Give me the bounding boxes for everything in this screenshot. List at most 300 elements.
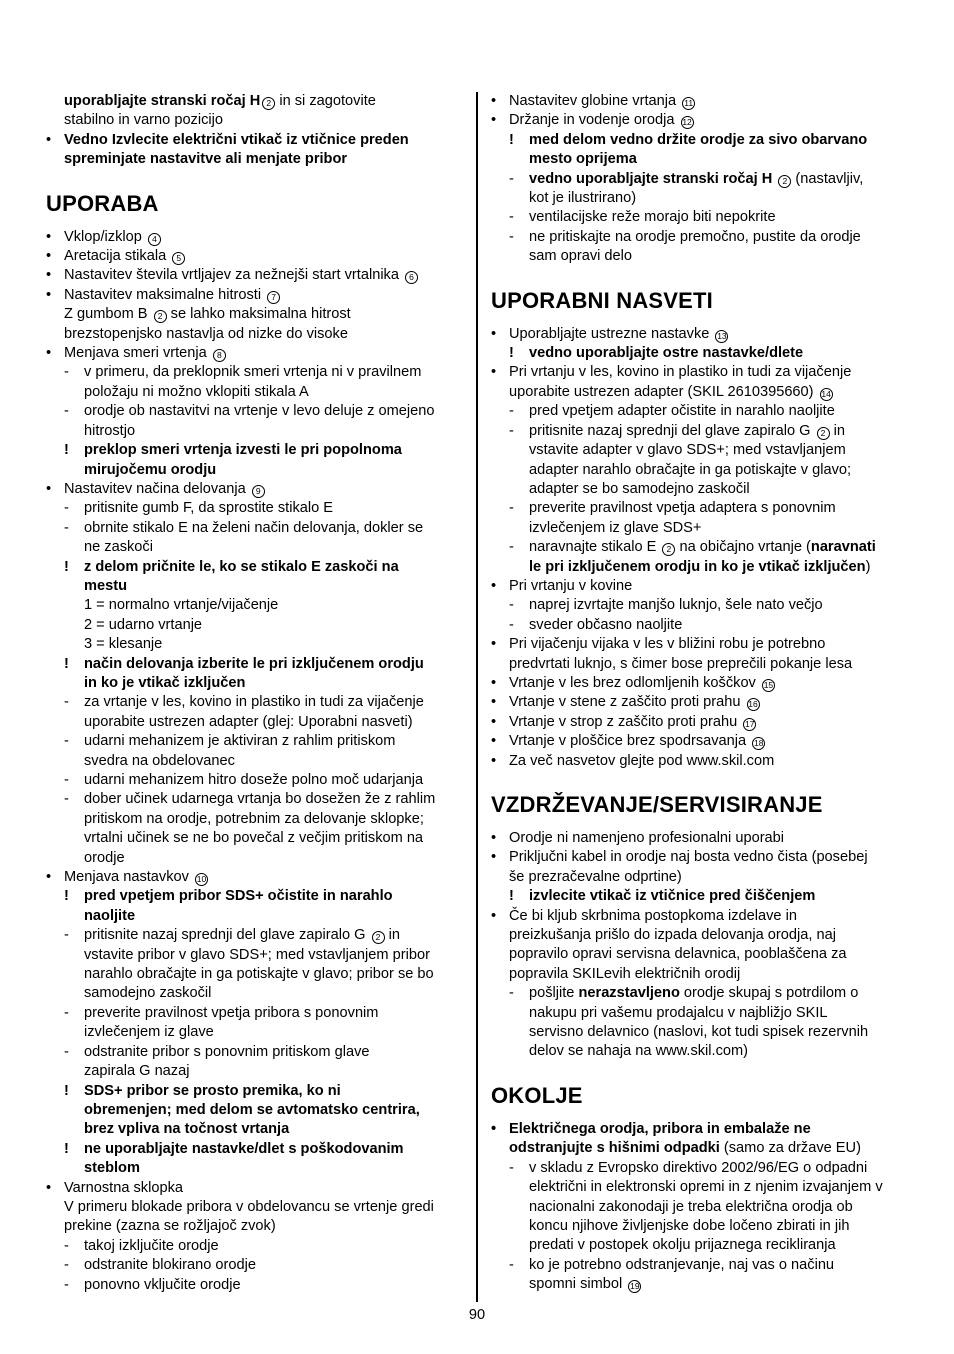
list-item: [46, 1276, 466, 1295]
text-run: v primeru, da preklopnik smeri vrtenja ni v pravilnem: [84, 364, 422, 381]
list-item: [491, 713, 911, 732]
list-item-continuation: [46, 674, 466, 693]
figure-reference-number: 8: [213, 349, 226, 362]
text-run: Priključni kabel in orodje naj bosta vedno čista (posebej: [509, 849, 868, 866]
list-item-continuation: [46, 984, 466, 1003]
text-run: odstranite blokirano orodje: [84, 1257, 256, 1274]
list-item-continuation: [46, 1120, 466, 1139]
text-run: ): [865, 558, 871, 575]
bullet-marker: •: [491, 364, 497, 381]
list-item-continuation: [491, 150, 911, 169]
list-item-continuation: [46, 1198, 466, 1217]
text-run: ne uporabljajte nastavke/dlet s poškodovanim: [84, 1140, 404, 1157]
list-item: [46, 363, 466, 382]
list-item-continuation: [46, 616, 466, 635]
dash-marker: -: [64, 500, 69, 517]
list-item: [491, 829, 911, 848]
bullet-marker: •: [491, 907, 497, 924]
text-run: (nastavljiv,: [791, 170, 864, 187]
bullet-marker: •: [491, 325, 497, 342]
text-run: Vrtanje v strop z zaščito proti prahu: [509, 713, 742, 730]
list-item: [46, 344, 466, 363]
list-item: [491, 984, 911, 1003]
list-item: [491, 325, 911, 344]
bullet-marker: •: [46, 248, 52, 265]
text-run: [772, 171, 776, 187]
list-item: [46, 519, 466, 538]
list-item-continuation: [491, 189, 911, 208]
dash-marker: -: [509, 209, 514, 226]
dash-marker: -: [64, 1237, 69, 1254]
list-item-continuation: [46, 325, 466, 344]
dash-marker: -: [64, 403, 69, 420]
list-item: [46, 868, 466, 887]
text-run: naoljite: [84, 907, 136, 924]
list-item-continuation: [46, 422, 466, 441]
text-run: uporabite ustrezen adapter (SKIL 2610395660): [509, 383, 818, 400]
list-item: [491, 1120, 911, 1139]
list-item-continuation: [46, 383, 466, 402]
text-run: spreminjate nastavitve ali menjate pribor: [64, 151, 348, 168]
list-item: [491, 887, 911, 906]
text-run: servisno delavnico (naslovi, kot tudi spisek rezervnih: [529, 1024, 869, 1041]
list-item-continuation: [46, 1159, 466, 1178]
text-run: preklop smeri vrtenja izvesti le pri popolnoma: [84, 442, 402, 459]
bullet-marker: •: [491, 713, 497, 730]
text-run: ventilacijske reže morajo biti nepokrite: [529, 209, 776, 226]
list-item-continuation: [491, 1178, 911, 1197]
list-item-continuation: [46, 907, 466, 926]
figure-reference-number: 4: [148, 233, 161, 246]
dash-marker: -: [509, 422, 514, 439]
figure-reference-number: 12: [682, 117, 692, 128]
dash-marker: -: [509, 1159, 514, 1176]
list-item-continuation: [46, 946, 466, 965]
text-run: pošljite: [529, 985, 579, 1002]
text-run: Nastavitev števila vrtljajev za nežnejši start vrtalnika: [64, 267, 404, 284]
figure-reference-number: 9: [252, 485, 265, 498]
bullet-marker: •: [46, 1179, 52, 1196]
text-run: samodejno zaskočil: [84, 985, 212, 1002]
list-item: [491, 848, 911, 867]
list-item: [46, 286, 466, 305]
text-run: takoj izključite orodje: [84, 1237, 219, 1254]
text-run: stabilno in varno pozicijo: [64, 112, 223, 129]
text-run: Za več nasvetov glejte pod www.skil.com: [509, 752, 775, 769]
figure-reference-number: 15: [763, 679, 774, 690]
bullet-marker: •: [491, 674, 497, 691]
text-run: 1 = normalno vrtanje/vijačenje: [84, 597, 279, 614]
bullet-marker: •: [491, 636, 497, 653]
text-run: vedno uporabljajte ostre nastavke/dlete: [529, 345, 804, 362]
text-run: Električnega orodja, pribora in embalaže ne: [509, 1120, 811, 1137]
text-run: preverite pravilnost vpetja pribora s ponovnim: [84, 1004, 379, 1021]
figure-reference-number: 2: [778, 175, 791, 188]
list-item: [491, 616, 911, 635]
dash-marker: -: [509, 403, 514, 420]
list-item: [491, 228, 911, 247]
text-run: Varnostna sklopka: [64, 1179, 183, 1196]
text-run: koncu njihove življenjske dobe ločeno zbirati in jih: [529, 1217, 850, 1234]
bullet-marker: •: [491, 694, 497, 711]
list-item-continuation: [491, 247, 911, 266]
text-run: z delom pričnite le, ko se stikalo E zaskoči na: [84, 558, 399, 575]
text-run: se lahko maksimalna hitrost: [166, 306, 351, 323]
text-run: pritiskom na orodje, potrebnim za delovanje sklopke;: [84, 810, 424, 827]
list-item: [46, 402, 466, 421]
dash-marker: -: [509, 170, 514, 187]
text-run: udarni mehanizem hitro doseže polno moč udarjanja: [84, 772, 424, 788]
text-run: sveder občasno naoljite: [529, 616, 683, 633]
list-item-continuation: [46, 810, 466, 829]
text-run: odstranite pribor s ponovnim pritiskom glave: [84, 1043, 370, 1060]
list-item-continuation: [46, 1217, 466, 1236]
list-item-continuation: [491, 1139, 911, 1158]
warning-marker: !: [509, 888, 514, 905]
text-run: Orodje ni namenjeno profesionalni uporabi: [509, 830, 785, 846]
text-run: pritisnite gumb F, da sprostite stikalo E: [84, 500, 334, 517]
list-item: [46, 1256, 466, 1275]
dash-marker: -: [509, 1256, 514, 1273]
text-run: preizkušanja prišlo do izpada delovanja orodja, naj: [509, 927, 836, 944]
left-column: [46, 92, 466, 1295]
text-run: popravilo opravi servisna delavnica, pooblaščena za: [509, 946, 847, 963]
text-run: Vrtanje v stene z zaščito proti prahu: [509, 694, 745, 711]
text-run: Menjava smeri vrtenja: [64, 345, 211, 362]
text-run: orodje skupaj s potrdilom o: [679, 985, 859, 1002]
text-run: pritisnite nazaj sprednji del glave zapiralo G: [529, 422, 815, 439]
text-run: na običajno vrtanje (: [675, 539, 811, 556]
bullet-marker: •: [491, 112, 497, 129]
list-item-continuation: [491, 1004, 911, 1023]
text-run: za vrtanje v les, kovino in plastiko in tudi za vijačenje: [84, 694, 424, 711]
figure-reference-number: 2: [817, 427, 830, 440]
list-item-continuation: [46, 965, 466, 984]
list-item: [46, 732, 466, 751]
list-item-continuation: [491, 480, 911, 499]
list-item: [46, 655, 466, 674]
column-divider: [476, 92, 478, 1302]
text-run: Nastavitev maksimalne hitrosti: [64, 286, 266, 303]
dash-marker: -: [64, 772, 69, 788]
text-run: odstranjujte s hišnimi odpadki: [509, 1140, 720, 1157]
text-run: adapter narahlo obračajte in ga potiskajte v glavo;: [529, 461, 852, 478]
list-item-continuation: [46, 752, 466, 771]
text-run: Vrtanje v les brez odlomljenih koščkov: [509, 674, 760, 691]
list-item-continuation: [46, 461, 466, 480]
figure-reference-number: 16: [748, 699, 758, 710]
text-run: ne pritiskajte na orodje premočno, pustite da orodje: [529, 228, 861, 245]
figure-reference-number: 2: [372, 931, 385, 944]
list-item-continuation: [46, 150, 466, 169]
text-run: SDS+ pribor se prosto premika, ko ni: [84, 1082, 341, 1099]
text-run: svedra na obdelovanec: [84, 752, 235, 769]
text-run: predvrtati luknjo, s čimer bose preprečili pokanje lesa: [509, 655, 853, 672]
text-run: vrtalni učinek se ne bo povečal z večjim pritiskom na: [84, 830, 424, 847]
list-item: [46, 1004, 466, 1023]
text-run: Uporabljajte ustrezne nastavke: [509, 325, 714, 342]
list-item: [491, 538, 911, 557]
list-item-continuation: [46, 635, 466, 654]
text-run: le pri izključenem orodju in ko je vtikač izključen: [529, 558, 866, 575]
list-item: [491, 693, 911, 712]
bullet-marker: •: [491, 733, 497, 750]
text-run: med delom vedno držite orodje za sivo obarvano: [529, 131, 868, 148]
list-item-continuation: [46, 305, 466, 324]
text-run: in si zagotovite: [275, 93, 376, 109]
text-run: hitrostjo: [84, 422, 136, 439]
bullet-marker: •: [491, 849, 497, 866]
bullet-marker: •: [46, 286, 52, 303]
list-item: [46, 558, 466, 577]
warning-marker: !: [509, 345, 514, 362]
list-item-continuation: [491, 1042, 911, 1061]
text-run: Držanje in vodenje orodja: [509, 112, 679, 129]
list-item: [46, 887, 466, 906]
text-run: nakupu pri vašemu prodajalcu v najbližjo SKIL: [529, 1004, 828, 1021]
text-run: 3 = klesanje: [84, 636, 163, 653]
bullet-marker: •: [46, 267, 52, 284]
bullet-marker: •: [491, 93, 497, 109]
bullet-marker: •: [491, 577, 497, 594]
list-item: [46, 266, 466, 285]
right-column: [491, 92, 911, 1295]
dash-marker: -: [64, 1004, 69, 1021]
text-run: vstavite pribor v glavo SDS+; med vstavljanjem pribor: [84, 946, 430, 963]
list-item: [46, 926, 466, 945]
list-item: [491, 1159, 911, 1178]
text-run: popravila SKILevih električnih orodij: [509, 965, 741, 982]
list-item: [491, 577, 911, 596]
figure-reference-number: 10: [196, 874, 207, 885]
figure-reference-number: 17: [745, 718, 755, 729]
text-run: V primeru blokade pribora v obdelovancu se vrtenje gredi: [64, 1198, 434, 1215]
text-run: Če bi kljub skrbnima postopkoma izdelave in: [509, 907, 797, 924]
figure-reference-number: 14: [821, 388, 831, 399]
text-run: izvlečenjem iz glave SDS+: [529, 519, 702, 536]
list-item: [46, 693, 466, 712]
text-run: vedno uporabljajte stranski ročaj H: [529, 170, 773, 187]
section-heading: OKOLJE: [491, 1082, 583, 1108]
text-run: zapirala G nazaj: [84, 1063, 190, 1080]
text-run: Pri vijačenju vijaka v les v bližini robu je potrebno: [509, 636, 826, 653]
list-item: [491, 402, 911, 421]
text-run: naravnati: [810, 539, 876, 556]
text-run: preverite pravilnost vpetja adaptera s ponovnim: [529, 500, 836, 517]
text-run: nacionalni zakonodaji je treba električna orodja ob: [529, 1198, 853, 1215]
dash-marker: -: [64, 519, 69, 536]
text-run: pred vpetjem adapter očistite in narahlo naoljite: [529, 403, 835, 420]
text-run: obremenjen; med delom se avtomatsko centrira,: [84, 1101, 420, 1118]
text-run: steblom: [84, 1160, 140, 1177]
dash-marker: -: [509, 228, 514, 245]
warning-marker: !: [64, 558, 69, 575]
text-run: prekine (zazna se rožljajoč zvok): [64, 1218, 276, 1235]
list-item-continuation: [491, 558, 911, 577]
list-item: [491, 499, 911, 518]
list-item-continuation: [491, 926, 911, 945]
list-item-continuation: [491, 1217, 911, 1236]
text-run: kot je ilustrirano): [529, 190, 637, 207]
text-run: mestu: [84, 577, 127, 594]
section-heading: VZDRŽEVANJE/SERVISIRANJE: [491, 792, 823, 817]
figure-reference-number: 2: [662, 543, 675, 556]
dash-marker: -: [64, 733, 69, 750]
list-item-continuation: [46, 1023, 466, 1042]
text-run: brezstopenjsko nastavlja od nizke do visoke: [64, 325, 348, 342]
list-item-continuation: [46, 1062, 466, 1081]
list-item: [491, 596, 911, 615]
list-item-continuation: [491, 461, 911, 480]
dash-marker: -: [509, 500, 514, 517]
text-run: (samo za države EU): [719, 1140, 861, 1157]
list-item: [46, 131, 466, 150]
warning-marker: !: [509, 131, 514, 148]
list-item: [491, 907, 911, 926]
text-run: izvlečenjem iz glave: [84, 1024, 214, 1041]
dash-marker: -: [509, 985, 514, 1002]
text-run: obrnite stikalo E na želeni način delovanja, dokler se: [84, 519, 424, 536]
list-item: [491, 111, 911, 130]
list-item-continuation: [46, 538, 466, 557]
list-item-continuation: [491, 655, 911, 674]
list-item: [46, 790, 466, 809]
list-item: [491, 170, 911, 189]
bullet-marker: •: [491, 1120, 497, 1137]
text-run: orodje ob nastavitvi na vrtenje v levo deluje z omejeno: [84, 403, 435, 420]
text-run: v skladu z Evropsko direktivo 2002/96/EG o odpadni: [529, 1159, 868, 1176]
list-item: [491, 635, 911, 654]
list-item: [491, 363, 911, 382]
list-item: [491, 752, 911, 771]
list-item: [46, 1082, 466, 1101]
bullet-marker: •: [491, 830, 497, 846]
list-item: [491, 1256, 911, 1275]
text-run: ne zaskoči: [84, 539, 153, 556]
text-run: predati v postopek okolju prijaznega recikliranja: [529, 1237, 836, 1254]
text-run: uporabite ustrezen adapter (glej: Uporabni nasveti): [84, 713, 413, 730]
text-run: mesto oprijema: [529, 151, 637, 168]
bullet-marker: •: [46, 480, 52, 497]
dash-marker: -: [64, 927, 69, 944]
text-run: brez vpliva na točnost vrtanja: [84, 1121, 290, 1138]
figure-reference-number: 2: [154, 310, 167, 323]
list-item: [491, 674, 911, 693]
figure-reference-number: 11: [682, 97, 695, 110]
list-item: [46, 771, 466, 790]
text-run: sam opravi delo: [529, 248, 633, 265]
bullet-marker: •: [46, 345, 52, 362]
list-item-continuation: [491, 1236, 911, 1255]
text-run: naprej izvrtajte manjšo luknjo, šele nato večjo: [529, 597, 823, 614]
text-run: naravnajte stikalo E: [529, 539, 661, 556]
figure-reference-number: 19: [630, 1281, 640, 1292]
text-run: Vklop/izklop: [64, 228, 146, 245]
dash-marker: -: [64, 1276, 69, 1293]
dash-marker: -: [64, 791, 69, 808]
text-run: udarni mehanizem je aktiviran z rahlim pritiskom: [84, 733, 396, 750]
list-item-continuation: [46, 713, 466, 732]
list-item: [46, 1237, 466, 1256]
text-run: električni in elektronski opremi in z njenim izvajanjem v: [529, 1179, 883, 1196]
list-item-continuation: [46, 92, 466, 111]
text-run: položaju ni možno vklopiti stikala A: [84, 383, 309, 400]
list-item-continuation: [46, 849, 466, 868]
bullet-marker: •: [46, 131, 52, 148]
list-item: [491, 92, 911, 111]
text-run: ponovno vključite orodje: [84, 1276, 241, 1293]
text-run: način delovanja izberite le pri izključenem orodju: [84, 655, 424, 672]
bullet-marker: •: [46, 228, 52, 245]
text-run: izvlecite vtikač iz vtičnice pred čiščenjem: [529, 888, 816, 905]
figure-reference-number: 7: [267, 291, 280, 304]
text-run: Pri vrtanju v les, kovino in plastiko in tudi za vijačenje: [509, 364, 852, 381]
text-run: Nastavitev načina delovanja: [64, 480, 250, 497]
text-run: še prezračevalne odprtine): [509, 868, 682, 885]
list-item-continuation: [491, 519, 911, 538]
text-run: in: [384, 927, 400, 944]
text-run: Vrtanje v ploščice brez spodrsavanja: [509, 733, 751, 750]
text-run: orodje: [84, 849, 125, 866]
figure-reference-number: 2: [262, 97, 275, 110]
section-heading: UPORABNI NASVETI: [491, 287, 713, 313]
text-run: ko je potrebno odstranjevanje, naj vas o načinu: [529, 1256, 835, 1273]
warning-marker: !: [64, 1140, 69, 1157]
page-number: 90: [468, 1307, 486, 1323]
list-item-continuation: [46, 1101, 466, 1120]
text-run: pritisnite nazaj sprednji del glave zapiralo G: [84, 927, 370, 944]
dash-marker: -: [64, 1257, 69, 1274]
text-run: mirujočemu orodju: [84, 461, 217, 478]
figure-reference-number: 13: [717, 330, 727, 341]
bullet-marker: •: [491, 752, 497, 769]
dash-marker: -: [64, 364, 69, 381]
figure-reference-number: 5: [172, 252, 185, 265]
figure-reference-number: 18: [753, 738, 764, 749]
text-run: nerazstavljeno: [578, 985, 680, 1002]
list-item-continuation: [46, 596, 466, 615]
list-item-continuation: [491, 1198, 911, 1217]
dash-marker: -: [509, 616, 514, 633]
list-item: [491, 344, 911, 363]
text-run: Nastavitev globine vrtanja: [509, 93, 681, 109]
text-run: dober učinek udarnega vrtanja bo dosežen že z rahlim: [84, 791, 436, 808]
warning-marker: !: [64, 655, 69, 672]
text-run: Vedno Izvlecite električni vtikač iz vtičnice preden: [64, 131, 409, 148]
list-item-continuation: [491, 1275, 911, 1294]
list-item-continuation: [491, 945, 911, 964]
bullet-marker: •: [46, 869, 52, 886]
text-run: Menjava nastavkov: [64, 869, 193, 886]
section-heading: UPORABA: [46, 190, 159, 216]
dash-marker: -: [64, 1043, 69, 1060]
text-run: in: [829, 422, 845, 439]
text-run: vstavite adapter v glavo SDS+; med vstavljanjem: [529, 442, 846, 459]
list-item: [46, 1179, 466, 1198]
dash-marker: -: [509, 597, 514, 614]
text-run: narahlo obračajte in ga potiskajte v glavo; pribor se bo: [84, 966, 434, 983]
list-item-continuation: [46, 111, 466, 130]
list-item-continuation: [491, 965, 911, 984]
list-item: [46, 1140, 466, 1159]
list-item: [491, 732, 911, 751]
text-run: Aretacija stikala: [64, 248, 171, 265]
text-run: in ko je vtikač izključen: [84, 674, 246, 691]
warning-marker: !: [64, 1082, 69, 1099]
list-item-continuation: [46, 829, 466, 848]
text-run: uporabljajte stranski ročaj H: [64, 93, 261, 109]
list-item: [491, 131, 911, 150]
